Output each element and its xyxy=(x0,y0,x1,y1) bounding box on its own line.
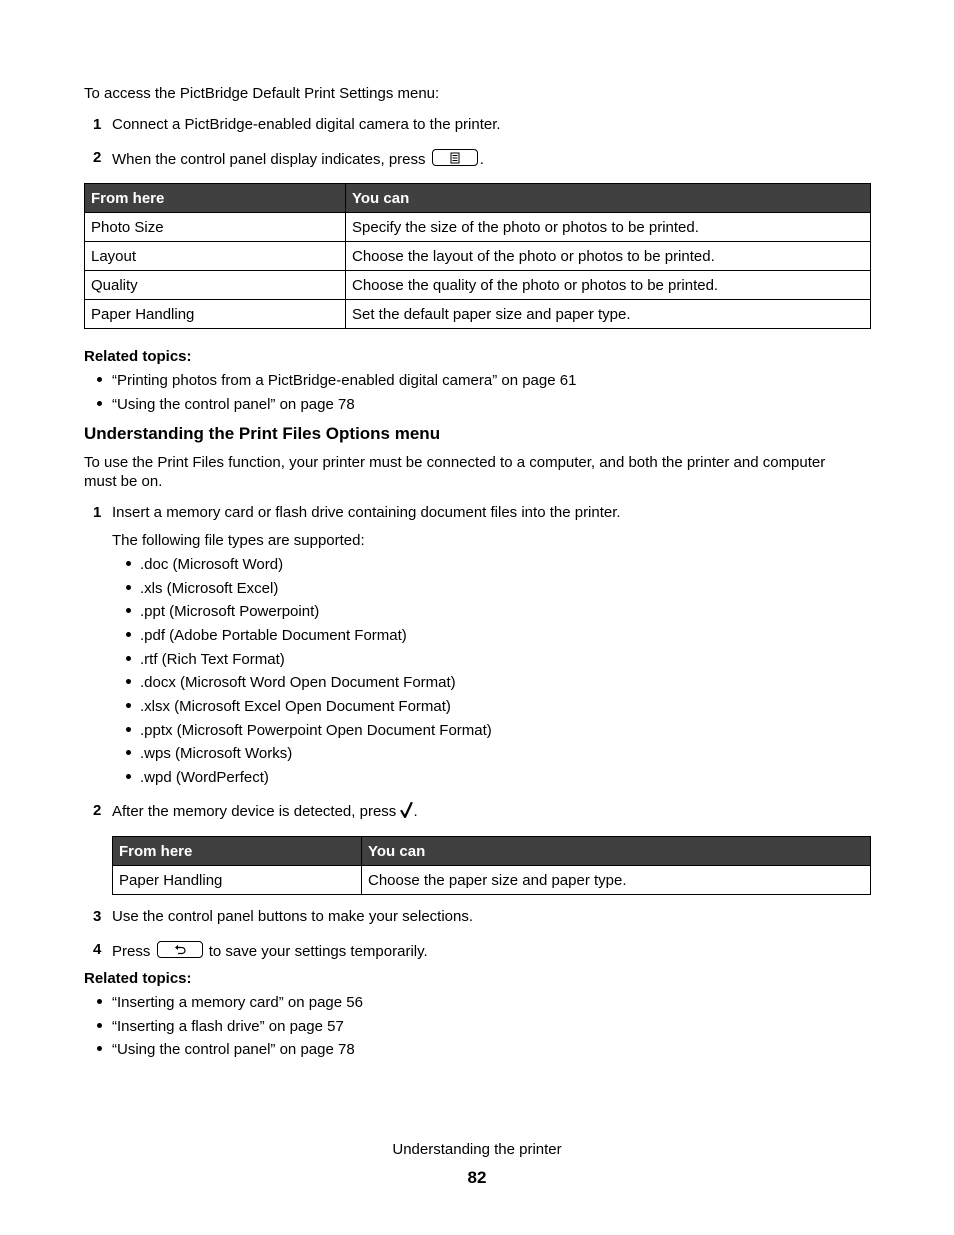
pictbridge-settings-table xyxy=(84,183,871,329)
table-row xyxy=(85,213,871,242)
step-text: After the memory device is detected, press xyxy=(112,803,397,820)
table-cell: Paper Handling xyxy=(85,300,346,329)
bullet xyxy=(97,377,102,382)
back-button xyxy=(157,941,203,958)
bullet xyxy=(126,679,131,684)
table-cell: Choose the paper size and paper type. xyxy=(362,866,871,895)
list-item: .pdf (Adobe Portable Document Format) xyxy=(140,627,407,644)
section-paragraph-line: To use the Print Files function, your printer must be connected to a computer, and both the printer and computer xyxy=(84,454,826,471)
related-link[interactable]: “Inserting a flash drive” on page 57 xyxy=(112,1018,344,1035)
bullet xyxy=(126,585,131,590)
step-text: Connect a PictBridge-enabled digital camera to the printer. xyxy=(112,116,501,133)
back-arrow-icon xyxy=(173,944,187,955)
step-prefix: Press xyxy=(112,943,151,960)
table-header: You can xyxy=(362,837,871,866)
step-text-with-button xyxy=(112,149,484,169)
bullet xyxy=(126,656,131,661)
table-cell: Layout xyxy=(85,242,346,271)
list-item: .wps (Microsoft Works) xyxy=(140,745,293,762)
table-cell: Quality xyxy=(85,271,346,300)
bullet xyxy=(97,999,102,1004)
table-row xyxy=(113,866,871,895)
step-suffix: . xyxy=(413,803,418,820)
table-cell: Choose the quality of the photo or photos to be printed. xyxy=(346,271,871,300)
step-number: 2 xyxy=(93,149,102,166)
bullet xyxy=(126,750,131,755)
step-number: 4 xyxy=(93,941,102,958)
section-heading: Understanding the Print Files Options menu xyxy=(84,424,441,443)
bullet xyxy=(97,1046,102,1051)
step-text: Use the control panel buttons to make your selections. xyxy=(112,908,474,925)
list-item: .xlsx (Microsoft Excel Open Document Format) xyxy=(140,698,451,715)
bullet xyxy=(97,401,102,406)
table-cell: Set the default paper size and paper type. xyxy=(346,300,871,329)
step-number: 1 xyxy=(93,116,102,133)
related-topics-title: Related topics: xyxy=(84,970,192,987)
menu-button xyxy=(432,149,478,166)
list-item: .ppt (Microsoft Powerpoint) xyxy=(140,603,320,620)
bullet xyxy=(126,703,131,708)
step-text-with-icon xyxy=(112,802,418,821)
table-header-row xyxy=(85,184,871,213)
page-number: 82 xyxy=(467,1168,487,1187)
list-item: .wpd (WordPerfect) xyxy=(140,769,269,786)
list-item: .doc (Microsoft Word) xyxy=(140,556,284,573)
list-item: .xls (Microsoft Excel) xyxy=(140,580,279,597)
table-header: You can xyxy=(346,184,871,213)
table-header-row xyxy=(113,837,871,866)
table-row xyxy=(85,300,871,329)
related-link[interactable]: “Printing photos from a PictBridge-enabled digital camera” on page 61 xyxy=(112,372,577,389)
table-cell: Choose the layout of the photo or photos to be printed. xyxy=(346,242,871,271)
step-number: 2 xyxy=(93,802,102,819)
step-text: to save your settings temporarily. xyxy=(208,943,428,960)
table-cell: Paper Handling xyxy=(113,866,362,895)
related-link[interactable]: “Using the control panel” on page 78 xyxy=(112,396,355,413)
bullet xyxy=(97,1023,102,1028)
related-topics-title: Related topics: xyxy=(84,348,192,365)
checkmark-icon xyxy=(400,802,413,818)
list-item: .rtf (Rich Text Format) xyxy=(140,651,285,668)
print-files-settings-table xyxy=(112,836,871,895)
table-cell: Specify the size of the photo or photos to be printed. xyxy=(346,213,871,242)
bullet xyxy=(126,608,131,613)
filetypes-intro: The following file types are supported: xyxy=(112,532,365,549)
related-link[interactable]: “Using the control panel” on page 78 xyxy=(112,1041,355,1058)
footer-title: Understanding the printer xyxy=(392,1141,562,1158)
step-suffix: . xyxy=(479,151,484,168)
bullet xyxy=(126,632,131,637)
menu-icon xyxy=(449,152,461,163)
bullet xyxy=(126,561,131,566)
section-paragraph-line: must be on. xyxy=(84,473,163,490)
step-text: Insert a memory card or flash drive containing document files into the printer. xyxy=(112,504,621,521)
intro-text: To access the PictBridge Default Print Settings menu: xyxy=(84,85,440,102)
table-cell: Photo Size xyxy=(85,213,346,242)
table-row xyxy=(85,271,871,300)
list-item: .docx (Microsoft Word Open Document Format) xyxy=(140,674,456,691)
step-text: When the control panel display indicates, press xyxy=(112,151,426,168)
bullet xyxy=(126,774,131,779)
list-item: .pptx (Microsoft Powerpoint Open Document Format) xyxy=(140,722,492,739)
step-text-with-button xyxy=(112,941,428,961)
bullet xyxy=(126,727,131,732)
step-number: 3 xyxy=(93,908,102,925)
related-link[interactable]: “Inserting a memory card” on page 56 xyxy=(112,994,363,1011)
table-row xyxy=(85,242,871,271)
table-header: From here xyxy=(85,184,346,213)
table-header: From here xyxy=(113,837,362,866)
step-number: 1 xyxy=(93,504,102,521)
